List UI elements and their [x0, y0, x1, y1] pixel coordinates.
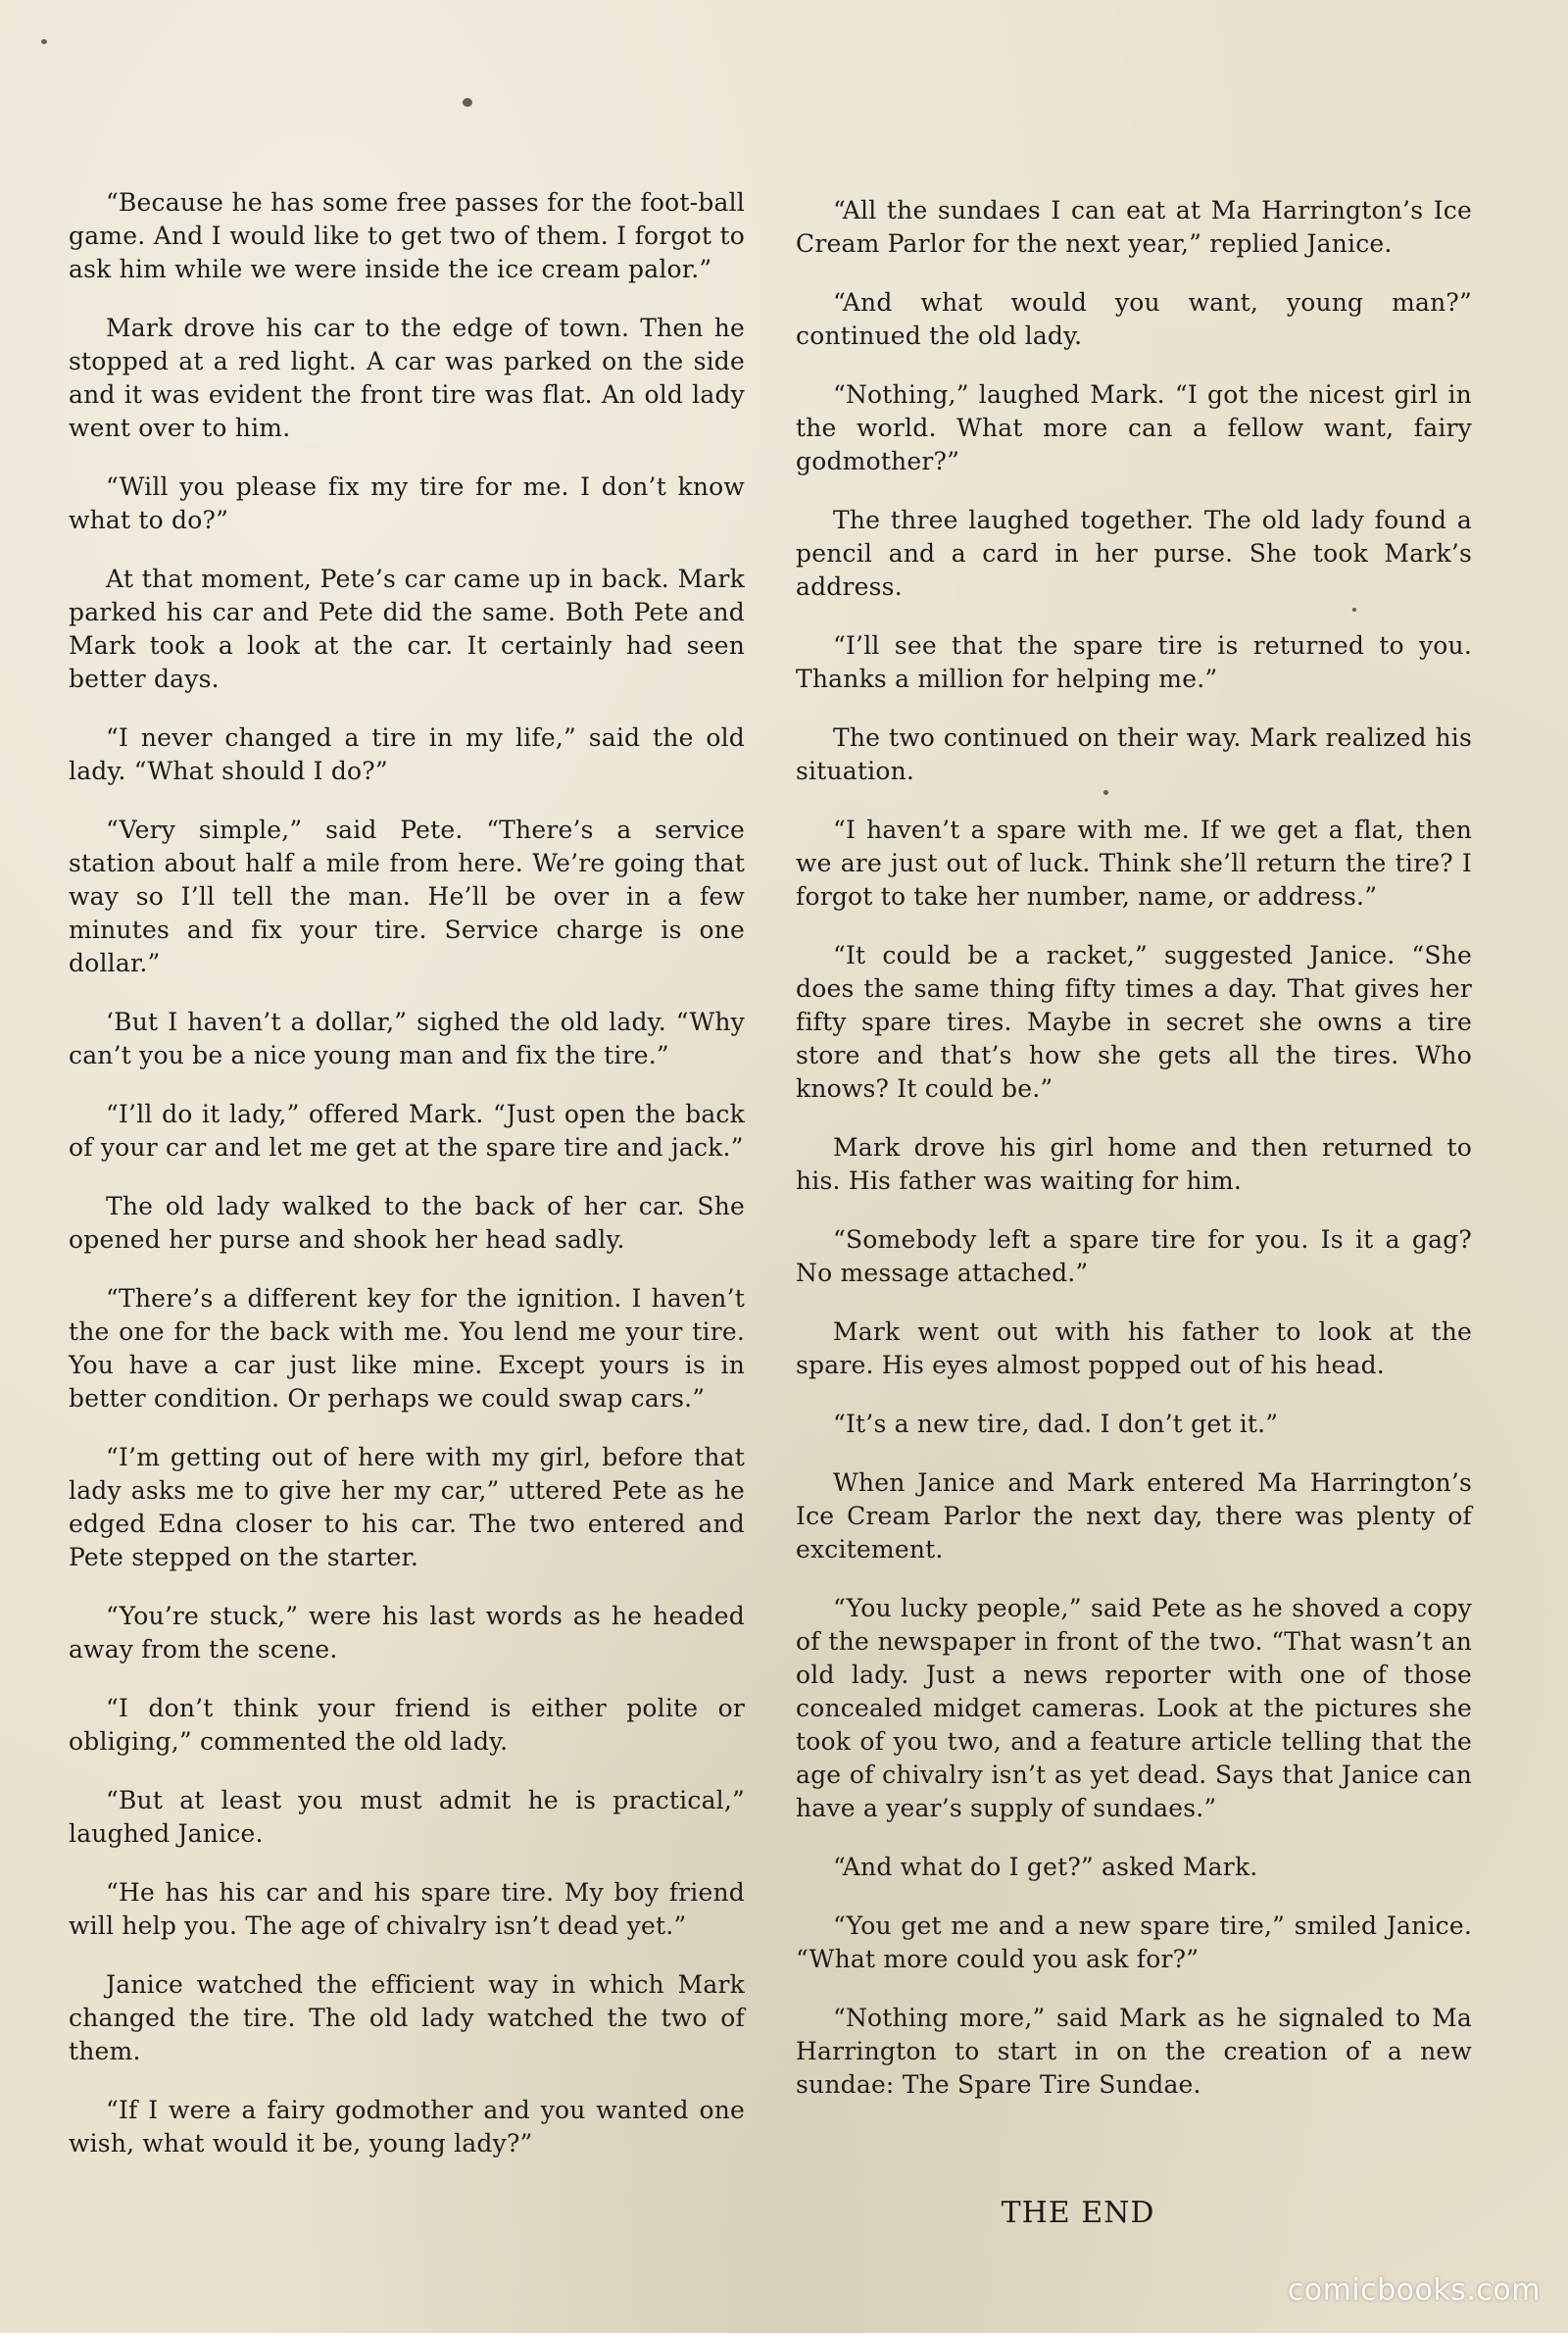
story-paragraph: At that moment, Pete’s car came up in back. Mark parked his car and Pete did the same. Both Pete and Mark took a look at the car. It certainly had seen better days. — [69, 565, 745, 693]
story-paragraph: “I’ll see that the spare tire is returned to you. Thanks a million for helping me.” — [796, 631, 1472, 693]
story-paragraph: “I haven’t a spare with me. If we get a flat, then we are just out of luck. Think she’ll return the tire? I forgot to take her number, name, or address.” — [796, 816, 1472, 911]
story-paragraph: Mark drove his car to the edge of town. Then he stopped at a red light. A car was parked on the side and it was evident the front tire was flat. An old lady went over to him. — [69, 314, 745, 442]
right-text-column — [796, 194, 1472, 2127]
story-paragraph: “But at least you must admit he is practical,” laughed Janice. — [69, 1786, 745, 1848]
paper-speck — [41, 39, 47, 44]
story-paragraph: ‘But I haven’t a dollar,” sighed the old lady. “Why can’t you be a nice young man and fix the tire.” — [69, 1008, 745, 1069]
story-paragraph: “I’ll do it lady,” offered Mark. “Just open the back of your car and let me get at the spare tire and jack.” — [69, 1100, 745, 1162]
story-paragraph: “He has his car and his spare tire. My boy friend will help you. The age of chivalry isn’t dead yet.” — [69, 1878, 745, 1940]
story-paragraph: “And what would you want, young man?” continued the old lady. — [796, 288, 1472, 350]
paper-speck — [1103, 790, 1108, 795]
story-paragraph: “You’re stuck,” were his last words as he headed away from the scene. — [69, 1602, 745, 1663]
story-paragraph: Janice watched the efficient way in which Mark changed the tire. The old lady watched the two of them. — [69, 1970, 745, 2065]
story-paragraph: “It’s a new tire, dad. I don’t get it.” — [833, 1410, 1279, 1438]
paper-speck — [1352, 608, 1356, 612]
story-paragraph: “It could be a racket,” suggested Janice. “She does the same thing fifty times a day. That gives her fifty spare tires. Maybe in secret she owns a tire store and that’s how she gets all the tires. Who knows? It could be.” — [796, 941, 1472, 1103]
paper-speck — [463, 98, 472, 107]
the-end-text: THE END — [1001, 2196, 1155, 2230]
story-paragraph: “Nothing,” laughed Mark. “I got the nicest girl in the world. What more can a fellow want, fairy godmother?” — [796, 380, 1472, 475]
story-paragraph: “Will you please fix my tire for me. I don’t know what to do?” — [69, 472, 745, 534]
story-paragraph: The two continued on their way. Mark realized his situation. — [796, 723, 1472, 785]
site-watermark: comicbooks.com — [1287, 2273, 1541, 2308]
story-paragraph: “You lucky people,” said Pete as he shoved a copy of the newspaper in front of the two. “That wasn’t an old lady. Just a news reporter with one of those concealed midget cameras. Look at the pictures she took of you two, and a feature article telling that the age of chivalry isn’t as yet dead. Says that Janice can have a year’s supply of sundaes.” — [796, 1594, 1472, 1822]
story-paragraph: Mark drove his girl home and then returned to his. His father was waiting for him. — [796, 1133, 1472, 1195]
story-paragraph: “There’s a different key for the ignition. I haven’t the one for the back with me. You lend me your tire. You have a car just like mine. Except yours is in better condition. Or perhaps we could swap cars.” — [69, 1284, 745, 1413]
story-paragraph: The three laughed together. The old lady found a pencil and a card in her purse. She took Mark’s address. — [796, 506, 1472, 601]
story-paragraph: “All the sundaes I can eat at Ma Harrington’s Ice Cream Parlor for the next year,” replied Janice. — [796, 196, 1472, 258]
story-paragraph: “Nothing more,” said Mark as he signaled to Ma Harrington to start in on the creation of a new sundae: The Spare Tire Sundae. — [796, 2004, 1472, 2099]
story-paragraph: “I’m getting out of here with my girl, before that lady asks me to give her my car,” uttered Pete as he edged Edna closer to his car. The two entered and Pete stepped on the starter. — [69, 1443, 745, 1571]
story-paragraph: When Janice and Mark entered Ma Harrington’s Ice Cream Parlor the next day, there was plenty of excitement. — [796, 1468, 1472, 1564]
story-paragraph: “And what do I get?” asked Mark. — [833, 1853, 1258, 1881]
story-paragraph: “Very simple,” said Pete. “There’s a service station about half a mile from here. We’re going that way so I’ll tell the man. He’ll be over in a few minutes and fix your tire. Service charge is one dollar.” — [69, 816, 745, 977]
left-text-column — [69, 186, 745, 2186]
story-paragraph: “You get me and a new spare tire,” smiled Janice. “What more could you ask for?” — [796, 1911, 1472, 1973]
story-paragraph: “If I were a fairy godmother and you wanted one wish, what would it be, young lady?” — [69, 2096, 745, 2158]
story-paragraph: “I never changed a tire in my life,” said the old lady. “What should I do?” — [69, 723, 745, 785]
story-paragraph: The old lady walked to the back of her car. She opened her purse and shook her head sadly. — [69, 1192, 745, 1254]
story-paragraph: “Because he has some free passes for the foot-ball game. And I would like to get two of them. I forgot to ask him while we were inside the ice cream palor.” — [69, 188, 745, 283]
story-paragraph: “I don’t think your friend is either polite or obliging,” commented the old lady. — [69, 1694, 745, 1756]
story-paragraph: “Somebody left a spare tire for you. Is it a gag? No message attached.” — [796, 1225, 1472, 1287]
story-paragraph: Mark went out with his father to look at the spare. His eyes almost popped out of his head. — [796, 1317, 1472, 1379]
